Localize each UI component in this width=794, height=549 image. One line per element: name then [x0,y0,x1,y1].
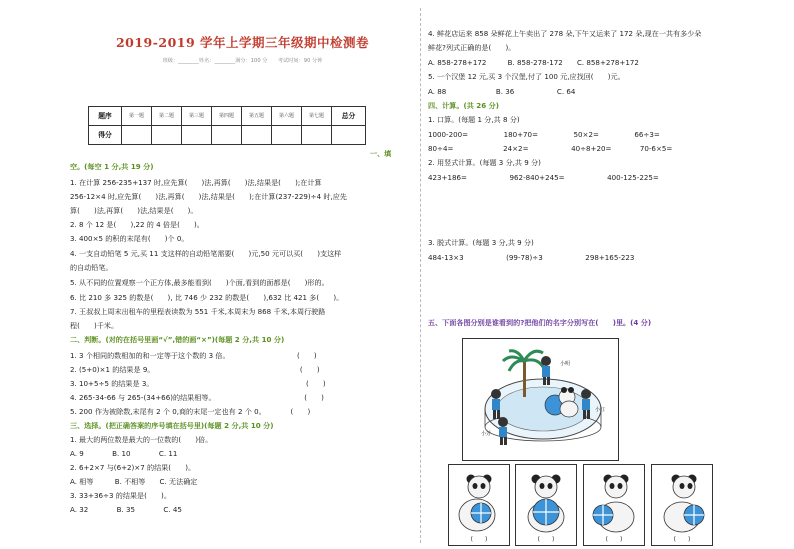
question-line: 1. 在计算 256-235+137 时,应先算( )法,再算( )法,结果是( );在计算 [70,178,322,187]
score-cell: 第五题 [242,107,272,126]
score-table-header-row [89,107,366,126]
panda-view-option [448,464,510,546]
score-cell-empty [212,126,242,145]
question-line: 4. 265-34-66 与 265-(34+66)的结果相等。 ( ) [70,393,324,402]
scene-illustration [462,338,619,461]
score-cell: 得分 [89,126,122,145]
question-line: 2. (5+0)×1 的结果是 9。 ( ) [70,365,320,374]
question-line: 5. 从不同的位置观察一个正方体,最多能看到( )个面,看到的面都是( )形的。 [70,278,329,287]
section-5-heading: 五、下面各图分别是谁看到的?把他们的名字分别写在( )里。(4 分) [428,318,652,327]
question-line: 1000-200= 180+70= 50×2= 66÷3= [428,130,660,139]
question-line: 3. 400×5 的积的末尾有( )个 0。 [70,234,189,243]
question-line: 3. 10+5÷5 的结果是 3。 ( ) [70,379,326,388]
score-cell: 总分 [332,107,366,126]
question-line: 2. 8 个 12 是( ),22 的 4 倍是( )。 [70,220,204,229]
question-line: A. 32 B. 35 C. 45 [70,505,182,514]
question-line: 程( )千米。 [70,321,119,330]
question-line: 的自动铅笔。 [70,263,113,272]
score-table [88,106,366,145]
question-line: 鲜花?列式正确的是( )。 [428,43,516,52]
score-cell-empty [272,126,302,145]
score-cell-empty [332,126,366,145]
score-cell-empty [122,126,152,145]
question-line: 7. 王叔叔上周末出租车的里程表读数为 551 千米,本周末为 868 千米,本周行驶路 [70,307,326,316]
answer-blank[interactable]: ( ) [673,535,691,543]
question-line: 算( )法,再算( )法,结果是( )。 [70,206,198,215]
question-line: 4. 鲜花店运来 858 朵鲜花上午卖出了 278 朵,下午又运来了 172 朵,现在一共有多少朵 [428,29,702,38]
question-line: 256-12×4 时,应先算( )法,再算( )法,结果是( );在计算(237-229)÷4 时,应先 [70,192,347,201]
fold-divider [420,8,421,543]
panda-image [516,465,578,535]
score-cell: 第二题 [152,107,182,126]
score-cell: 第四题 [212,107,242,126]
question-line: 4. 一支自动铅笔 5 元,买 11 支这样的自动铅笔需要( )元,50 元可以买( )支这样 [70,249,342,258]
score-table-score-row [89,126,366,145]
question-line: 3. 脱式计算。(每题 3 分,共 9 分) [428,238,534,247]
answer-blank[interactable]: ( ) [537,535,555,543]
section-3-heading: 三、选择。(把正确答案的序号填在括号里)(每题 2 分,共 10 分) [70,421,274,430]
question-line: A. 88 B. 36 C. 64 [428,87,576,96]
panda-view-option [651,464,713,546]
question-line: A. 858-278+172 B. 858-278-172 C. 858+278+172 [428,58,639,67]
score-cell-empty [242,126,272,145]
question-line: 2. 6+2×7 与(6+2)×7 的结果( )。 [70,463,196,472]
panda-image [449,465,511,535]
scene-label: 小芳 [481,431,492,437]
panda-view-option [515,464,577,546]
score-cell-empty [302,126,332,145]
section-4-heading: 四、计算。(共 26 分) [428,101,499,110]
scene-drawing [463,339,620,462]
score-cell: 第七题 [302,107,332,126]
section-1-heading-part: 一、填 [370,149,392,158]
question-line: 80÷4= 24×2= 40÷8+20= 70-6×5= [428,144,673,153]
scene-label: 小明 [560,361,571,367]
panda-image [652,465,714,535]
question-line: 1. 3 个相同的数相加的和一定等于这个数的 3 倍。 ( ) [70,351,317,360]
section-1-heading: 空。(每空 1 分,共 19 分) [70,162,154,171]
score-cell: 第六题 [272,107,302,126]
question-line: 5. 200 作为被除数,末尾有 2 个 0,商的末尾一定也有 2 个 0。 ( ) [70,407,311,416]
question-line: 3. 33+36÷3 的结果是( )。 [70,491,171,500]
question-line: 6. 比 210 多 325 的数是( ), 比 746 少 232 的数是( ),632 比 421 多( )。 [70,293,344,302]
answer-blank[interactable]: ( ) [605,535,623,543]
scene-label: 小红 [595,407,606,413]
question-line: 5. 一个汉堡 12 元,买 3 个汉堡,付了 100 元,应找回( )元。 [428,72,625,81]
panda-image [584,465,646,535]
question-line: 484-13×3 (99-78)÷3 298+165-223 [428,253,635,262]
section-2-heading: 二、判断。(对的在括号里画“√”,错的画“×”)(每题 2 分,共 10 分) [70,335,285,344]
exam-meta: 班级：________姓名：________满分：100 分 考试时间：90 分钟 [162,58,323,64]
panda-view-option [583,464,645,546]
question-line: 1. 口算。(每题 1 分,共 8 分) [428,115,520,124]
question-line: 423+186= 962-840+245= 400-125-225= [428,173,659,182]
score-cell: 第三题 [182,107,212,126]
question-line: A. 相等 B. 不相等 C. 无法确定 [70,477,198,486]
score-cell-empty [152,126,182,145]
answer-blank[interactable]: ( ) [470,535,488,543]
score-cell: 题序 [89,107,122,126]
score-cell: 第一题 [122,107,152,126]
question-line: 1. 最大的两位数是最大的一位数的( )倍。 [70,435,213,444]
score-cell-empty [182,126,212,145]
question-line: 2. 用竖式计算。(每题 3 分,共 9 分) [428,158,541,167]
question-line: A. 9 B. 10 C. 11 [70,449,178,458]
exam-title: 2019-2019 学年上学期三年级期中检测卷 [115,35,370,50]
